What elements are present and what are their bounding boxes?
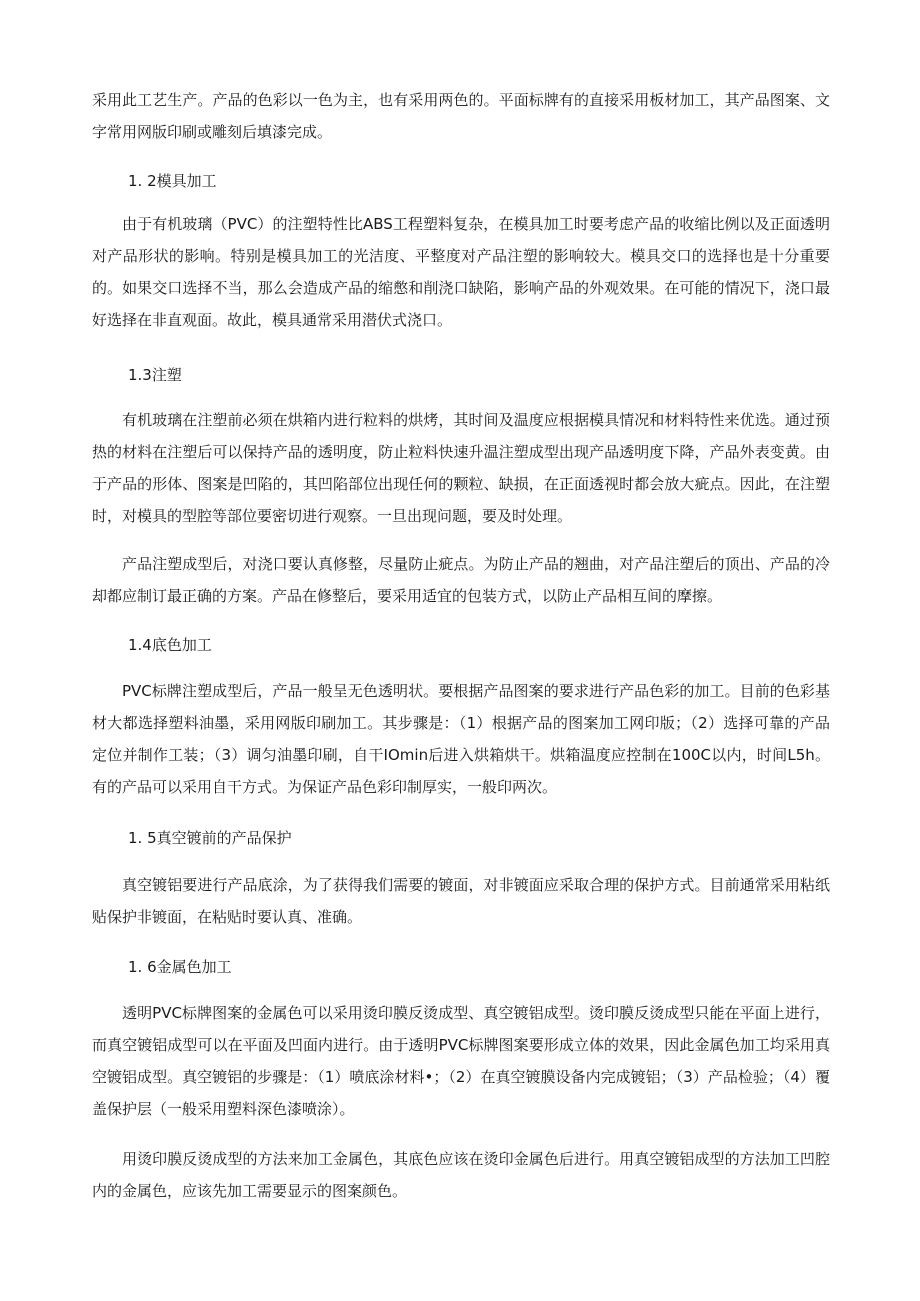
paragraph-hot-stamping: 用烫印膜反烫成型的方法来加工金属色，其底色应该在烫印金属色后进行。用真空镀铝成型的方法加工凹腔内的金属色，应该先加工需要显示的图案颜色。 xyxy=(92,1150,830,1200)
paragraph-post-molding: 产品注塑成型后，对浇口要认真修整，尽量防止疵点。为防止产品的翘曲，对产品注塑后的顶出、产品的冷却都应制订最正确的方案。产品在修整后，要采用适宜的包装方式，以防止产品相互间的摩擦。 xyxy=(92,555,830,605)
heading-1-5-product-protection: 1. 5真空镀前的产品保护 xyxy=(128,829,292,847)
heading-1-3-injection-molding: 1.3注塑 xyxy=(128,366,182,384)
paragraph-metallic-color: 透明PVC标牌图案的金属色可以采用烫印膜反烫成型、真空镀铝成型。烫印膜反烫成型只能在平面上进行，而真空镀铝成型可以在平面及凹面内进行。由于透明PVC标牌图案要形成立体的效果，因此金属色加工均采用真空镀铝成型。真空镀铝的步骤是：（1）喷底涂材料•；（2）在真空镀膜设备内完成镀铝；（3）产品检验；（4）覆盖保护层（一般采用塑料深色漆喷涂）。 xyxy=(92,1004,830,1118)
paragraph-injection-molding: 有机玻璃在注塑前必须在烘箱内进行粒料的烘烤，其时间及温度应根据模具情况和材料特性来优选。通过预热的材料在注塑后可以保持产品的透明度，防止粒料快速升温注塑成型出现产品透明度下降，产品外表变黄。由于产品的形体、图案是凹陷的，其凹陷部位出现任何的颗粒、缺损，在正面透视时都会放大疵点。因此，在注塑时，对模具的型腔等部位要密切进行观察。一旦出现问题，要及时处理。 xyxy=(92,411,830,525)
heading-1-2-mold-processing: 1. 2模具加工 xyxy=(128,172,217,190)
paragraph-intro: 采用此工艺生产。产品的色彩以一色为主，也有采用两色的。平面标牌有的直接采用板材加工，其产品图案、文字常用网版印刷或雕刻后填漆完成。 xyxy=(92,91,830,141)
heading-1-6-metallic-color: 1. 6金属色加工 xyxy=(128,958,232,976)
paragraph-mold-processing: 由于有机玻璃（PVC）的注塑特性比ABS工程塑料复杂，在模具加工时要考虑产品的收缩比例以及正面透明对产品形状的影响。特别是模具加工的光洁度、平整度对产品注塑的影响较大。模具交口的选择也是十分重要的。如果交口选择不当，那么会造成产品的缩憋和削浇口缺陷，影响产品的外观效果。在可能的情况下，浇口最好选择在非直观面。故此，模具通常采用潜伏式浇口。 xyxy=(92,215,830,329)
paragraph-base-color: PVC标牌注塑成型后，产品一般呈无色透明状。要根据产品图案的要求进行产品色彩的加工。目前的色彩基材大都选择塑料油墨，采用网版印刷加工。其步骤是：（1）根据产品的图案加工网印版；（2）选择可靠的产品定位并制作工装；（3）调匀油墨印刷，自干IOmin后进入烘箱烘干。烘箱温度应控制在100C以内，时间L5h。有的产品可以采用自干方式。为保证产品色彩印制厚实，一般印两次。 xyxy=(92,682,830,796)
paragraph-product-protection: 真空镀铝要进行产品底涂，为了获得我们需要的镀面，对非镀面应采取合理的保护方式。目前通常采用粘纸贴保护非镀面，在粘贴时要认真、准确。 xyxy=(92,876,830,926)
heading-1-4-base-color: 1.4底色加工 xyxy=(128,636,212,654)
